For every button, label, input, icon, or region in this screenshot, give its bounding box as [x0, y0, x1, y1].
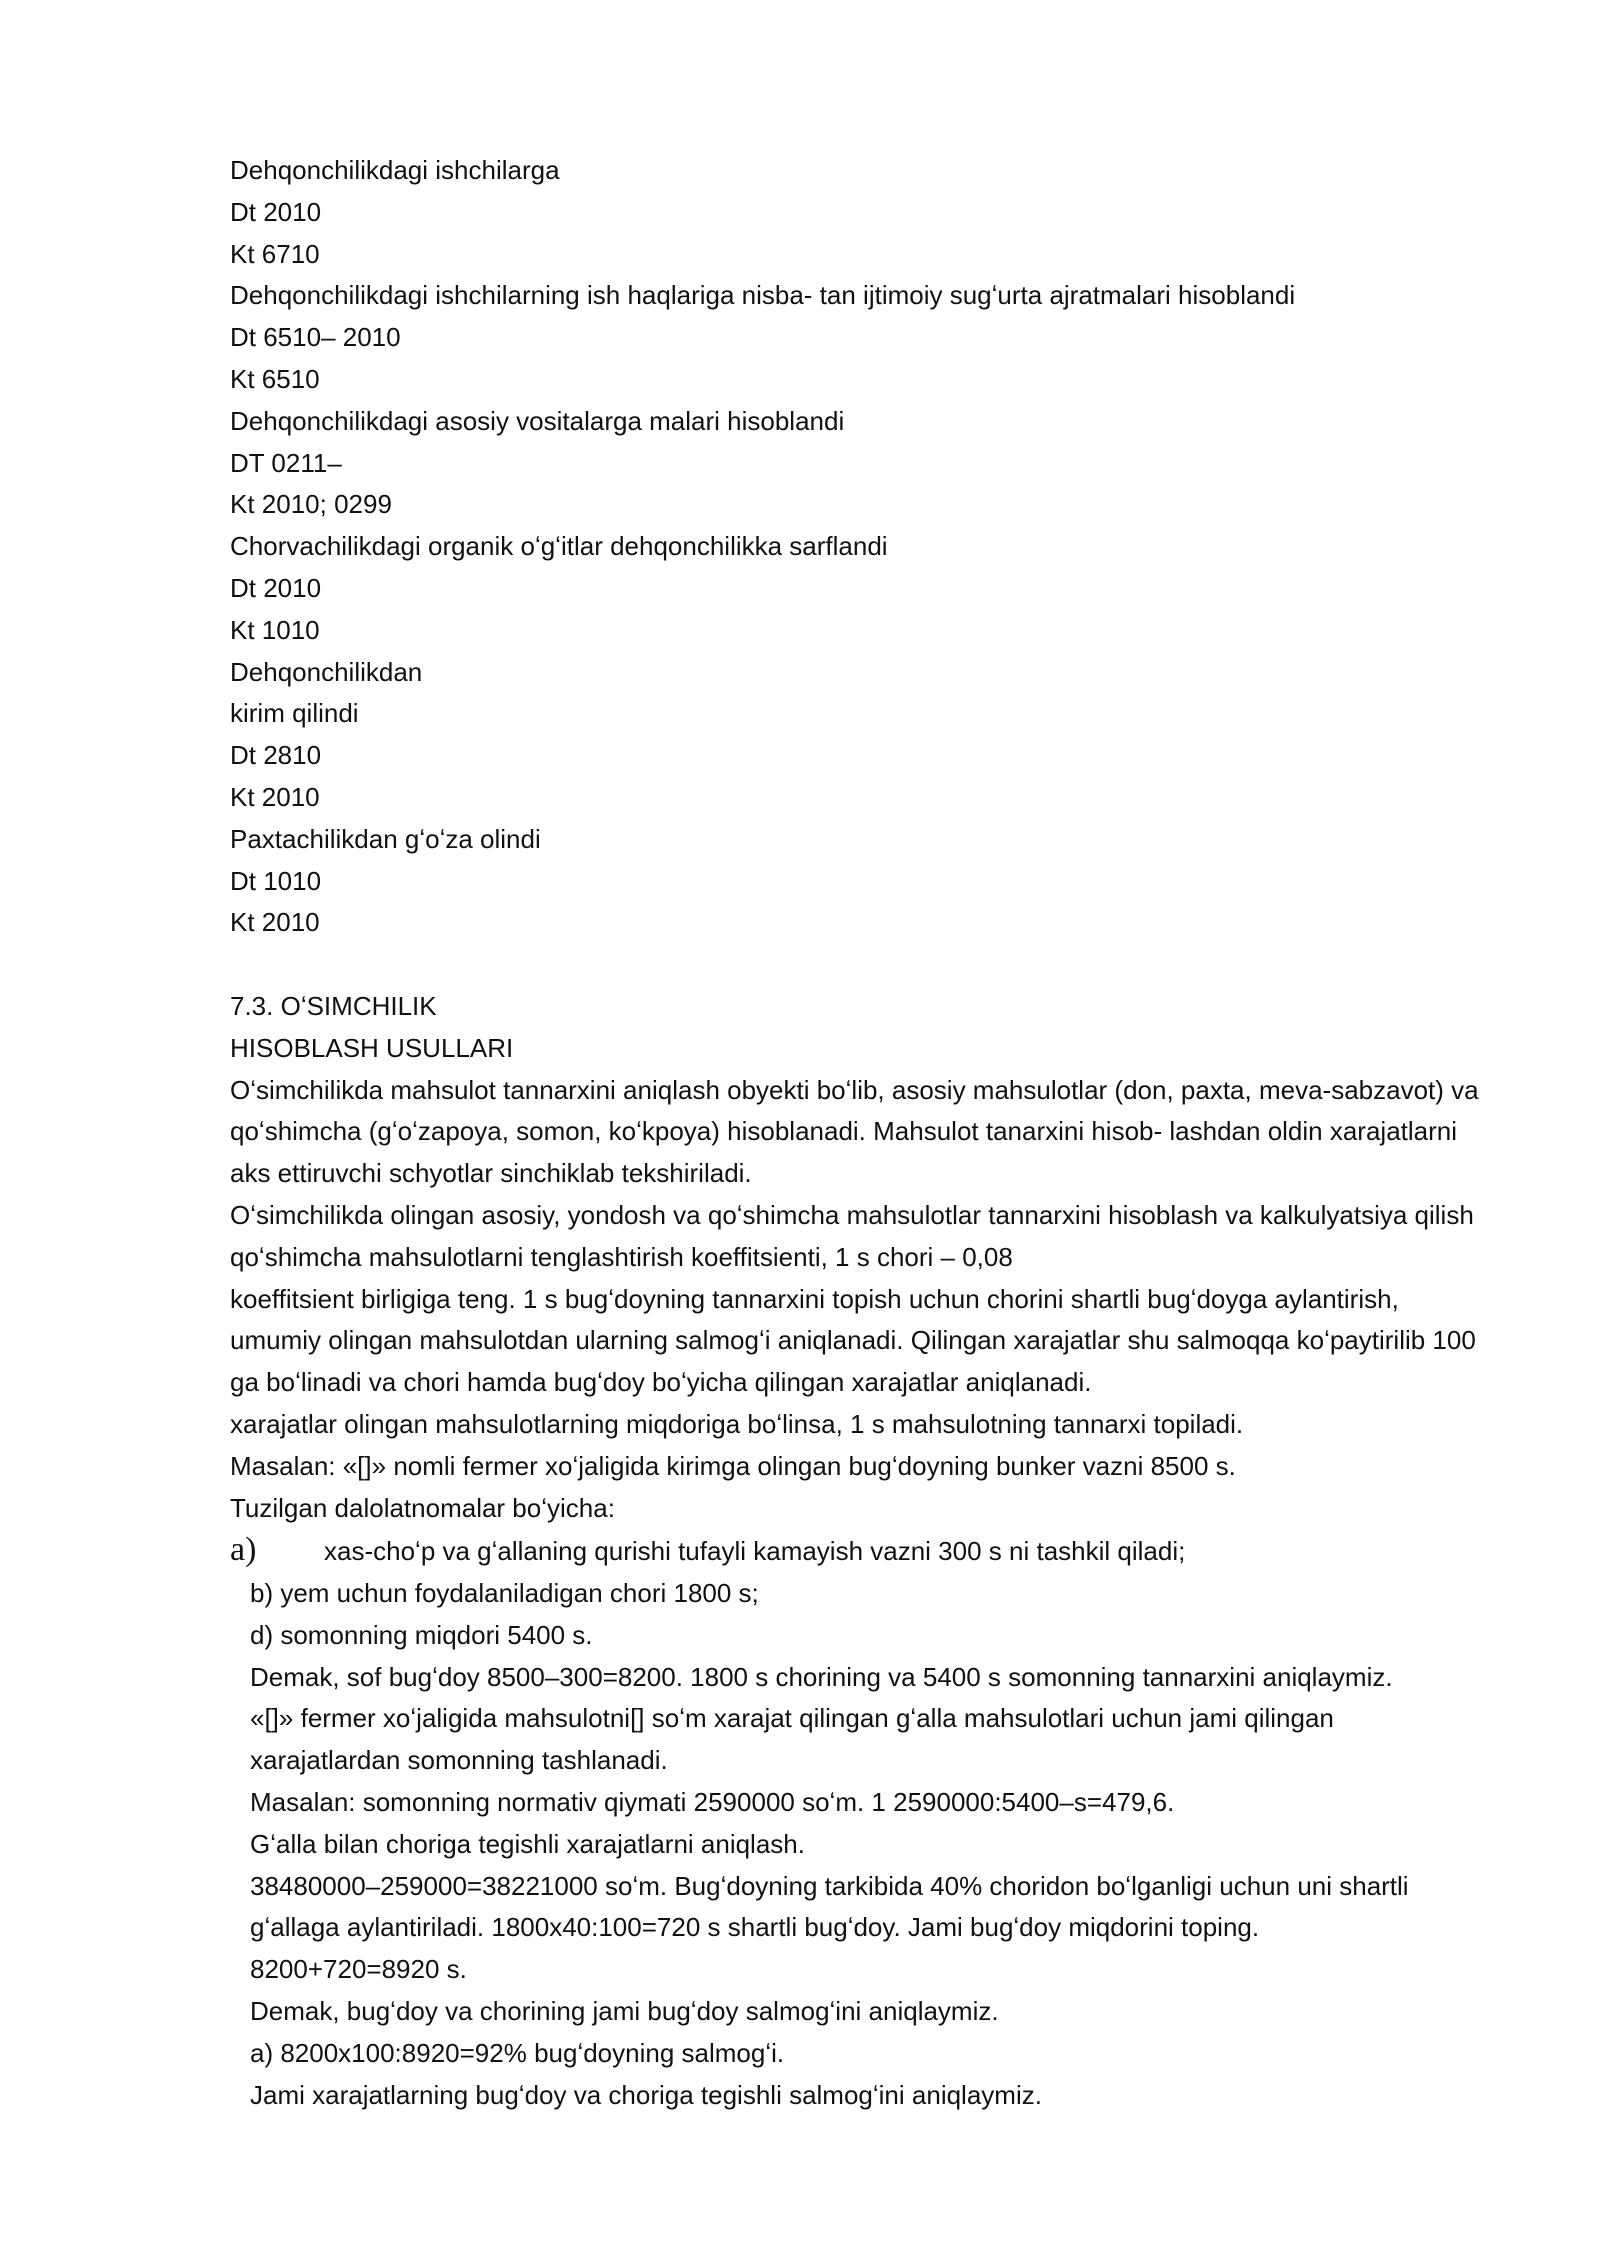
section-title: 7.3. OʻSIMCHILIK	[230, 990, 437, 1021]
indented-block	[230, 1573, 1490, 2116]
entry-line: kirim qilindi	[230, 698, 359, 729]
indented-line: Demak, bugʻdoy va chorining jami bugʻdoy salmogʻini aniqlaymiz.	[250, 1996, 999, 2027]
entry-line: Kt 2010	[230, 907, 320, 938]
entry-line: Kt 1010	[230, 614, 320, 645]
indented-line: a) 8200x100:8920=92% bugʻdoyning salmogʻi.	[250, 2037, 785, 2068]
entry-line: Dehqonchilikdagi ishchilarning ish haqlariga nisba- tan ijtimoiy sugʻurta ajratmalari hisoblandi	[230, 280, 1296, 311]
entry-line: Chorvachilikdagi organik oʻgʻitlar dehqonchilikka sarflandi	[230, 531, 888, 562]
indented-line: Jami xarajatlarning bugʻdoy va choriga tegishli salmogʻini aniqlaymiz.	[250, 2079, 1042, 2110]
document-page	[230, 150, 1490, 2116]
entry-line: DT 0211–	[230, 447, 342, 478]
indented-line: b) yem uchun foydalaniladigan chori 1800 s;	[250, 1578, 759, 1609]
entry-line: Dt 2810	[230, 740, 322, 771]
paragraph: Masalan: «[]» nomli fermer xoʻjaligida kirimga olingan bugʻdoyning bunker vazni 8500 s.	[230, 1450, 1236, 1481]
entry-line: Dehqonchilikdan	[230, 656, 423, 687]
indented-line: «[]» fermer xoʻjaligida mahsulotni[] soʻm xarajat qilingan gʻalla mahsulotlari uchun jami qilingan xarajatlardan somonning tashlanadi.	[250, 1703, 1334, 1776]
indented-line: d) somonning miqdori 5400 s.	[250, 1619, 593, 1650]
journal-entries	[230, 150, 1490, 944]
indented-line: Demak, sof bugʻdoy 8500–300=8200. 1800 s chorining va 5400 s somonning tannarxini aniqlaymiz.	[250, 1661, 1393, 1692]
indented-line: 8200+720=8920 s.	[250, 1954, 467, 1985]
entry-line: Dehqonchilikdagi asosiy vositalarga malari hisoblandi	[230, 405, 845, 436]
list-item-text: xas-choʻp va gʻallaning qurishi tufayli kamayish vazni 300 s ni tashkil qiladi;	[324, 1536, 1186, 1567]
entry-line: Dt 1010	[230, 865, 322, 896]
paragraph: Tuzilgan dalolatnomalar boʻyicha:	[230, 1492, 615, 1523]
entry-line: Dehqonchilikdagi ishchilarga	[230, 155, 560, 185]
entry-line: Kt 6510	[230, 363, 320, 394]
spacer	[230, 944, 1490, 986]
entry-line: Dt 2010	[230, 196, 322, 227]
body-paragraphs	[230, 1070, 1490, 1530]
section-subtitle: HISOBLASH USULLARI	[230, 1032, 514, 1063]
indented-line: Masalan: somonning normativ qiymati 2590000 soʻm. 1 2590000:5400–s=479,6.	[250, 1787, 1175, 1818]
entry-line: Kt 2010	[230, 781, 320, 812]
entry-line: Paxtachilikdan gʻoʻza olindi	[230, 823, 541, 854]
entry-line: Kt 6710	[230, 238, 320, 269]
indented-line: Gʻalla bilan choriga tegishli xarajatlarni aniqlash.	[250, 1828, 805, 1859]
paragraph: Oʻsimchilikda olingan asosiy, yondosh va qoʻshimcha mahsulotlar tannarxini hisoblash va kalkulyatsiya qilish qoʻshimcha mahsulotlarni tenglashtirish koeffitsienti, 1 s chori – 0,08	[230, 1199, 1474, 1272]
paragraph: koeffitsient birligiga teng. 1 s bugʻdoyning tannarxini topish uchun chorini shartli bugʻdoyga aylantirish, umumiy olingan mahsulotdan ularning salmogʻi aniqlanadi. Qilingan xarajatlar shu salmoqqa koʻpaytirilib 100 ga boʻlinadi va chori hamda bugʻdoy boʻyicha qilingan xarajatlar aniqlanadi.	[230, 1283, 1476, 1398]
entry-line: Kt 2010; 0299	[230, 489, 392, 520]
paragraph: xarajatlar olingan mahsulotlarning miqdoriga boʻlinsa, 1 s mahsulotning tannarxi topiladi.	[230, 1408, 1244, 1439]
entry-line: Dt 2010	[230, 572, 322, 603]
indented-line: 38480000–259000=38221000 soʻm. Bugʻdoyning tarkibida 40% choridon boʻlganligi uchun uni shartli gʻallaga aylantiriladi. 1800x40:100=720 s shartli bugʻdoy. Jami bugʻdoy miqdorini toping.	[250, 1870, 1409, 1943]
list-marker: a)	[230, 1531, 257, 1569]
paragraph: Oʻsimchilikda mahsulot tannarxini aniqlash obyekti boʻlib, asosiy mahsulotlar (don, paxta, meva-sabzavot) va qoʻshimcha (gʻoʻzapoya, somon, koʻkpoya) hisoblanadi. Mahsulot tanarxini hisob- lashdan oldin xarajatlarni aks ettiruvchi schyotlar sinchiklab tekshiriladi.	[230, 1074, 1479, 1189]
list-item-a	[230, 1529, 1490, 1573]
entry-line: Dt 6510– 2010	[230, 322, 401, 353]
